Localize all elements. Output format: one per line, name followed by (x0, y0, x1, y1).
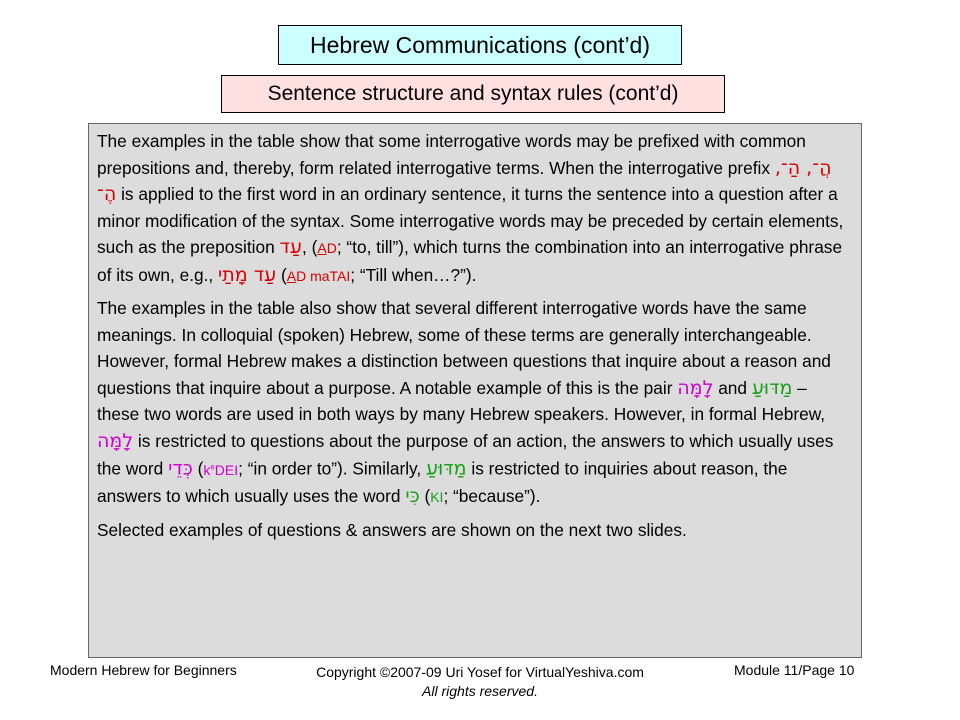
transliteration-ki: KI (430, 489, 444, 506)
translit-rest: DEI (214, 461, 239, 478)
transliteration-ad-matai (287, 268, 351, 284)
text: – these two words are used in both ways by many Hebrew speakers. However, in formal Hebrew, (97, 377, 826, 424)
translit-k: k (203, 461, 211, 478)
text: ( (276, 264, 287, 285)
text: ; “to, till”), which turns the combination into an interrogative phrase of its own, e.g., (97, 237, 843, 285)
text: ; “Till when…?”). (350, 264, 477, 285)
paragraph-3: Selected examples of questions & answers are shown on the next two slides. (97, 519, 687, 540)
translit-underlined: A (317, 240, 327, 256)
hebrew-prefix: הֲ־, הַ־, הֶ־ (97, 156, 832, 205)
transliteration-kedei (203, 462, 238, 478)
paragraph-2 (97, 295, 853, 511)
text: The examples in the table also show that several different interrogative words have the same meanings. In colloquial (spoken) Hebrew, some of these terms are generally interchangeable. However, formal Hebrew makes a distinction between questions that inquire about a reason and questions that inquire about a purpose. A notable example of this is the pair (97, 298, 831, 398)
rights-line: All rights reserved. (422, 683, 538, 699)
footer-copyright (280, 663, 680, 701)
footer-page-number: Module 11/Page 10 (734, 662, 855, 678)
slide-title (278, 25, 682, 65)
hebrew-ad-matai: עַד מָתַי (218, 263, 277, 286)
translit-rest: D maTAI (296, 267, 351, 284)
translit-sup: e (210, 462, 215, 471)
transliteration-ad (317, 240, 336, 256)
text: ( (419, 486, 431, 507)
copyright-line: Copyright ©2007-09 Uri Yosef for VirtualYeshiva.com (316, 664, 644, 680)
text: is restricted to questions about the purpose of an action, the answers to which usually uses the word (97, 430, 834, 479)
text: ; “in order to”). Similarly, (238, 458, 427, 479)
text: and (713, 377, 752, 398)
hebrew-kedei: כְּדֵי (168, 457, 193, 480)
paragraph-1 (97, 128, 853, 289)
slide-subtitle-text: Sentence structure and syntax rules (cont’d) (267, 82, 679, 105)
footer-course-title: Modern Hebrew for Beginners (50, 662, 237, 678)
hebrew-lama: לָמָּה (677, 376, 714, 399)
text: ; “because”). (443, 486, 541, 507)
text: ( (192, 458, 204, 479)
hebrew-madua: מַדּוּעַ (751, 376, 793, 399)
hebrew-lama-2: לָמָּה (97, 429, 134, 452)
translit-underlined: A (286, 267, 297, 284)
slide-subtitle (221, 75, 725, 113)
text: , ( (301, 237, 318, 257)
translit-rest: D (326, 240, 337, 256)
text: is applied to the first word in an ordinary sentence, it turns the sentence into a question after a minor modification of the syntax. Some interrogative words may be preceded by certain elements, such as the preposition (97, 184, 844, 257)
text: is restricted to inquiries about reason, the answers to which usually uses the word (97, 458, 788, 507)
slide-title-text: Hebrew Communications (cont’d) (309, 31, 650, 58)
hebrew-madua-2: מַדּוּעַ (426, 457, 467, 480)
text: The examples in the table show that some interrogative words may be prefixed with common prepositions and, thereby, form related interrogative terms. When the interrogative prefix (97, 131, 806, 178)
hebrew-ad: עַד (279, 236, 302, 258)
hebrew-ki: כִּי (405, 485, 420, 508)
content-panel (88, 123, 862, 658)
